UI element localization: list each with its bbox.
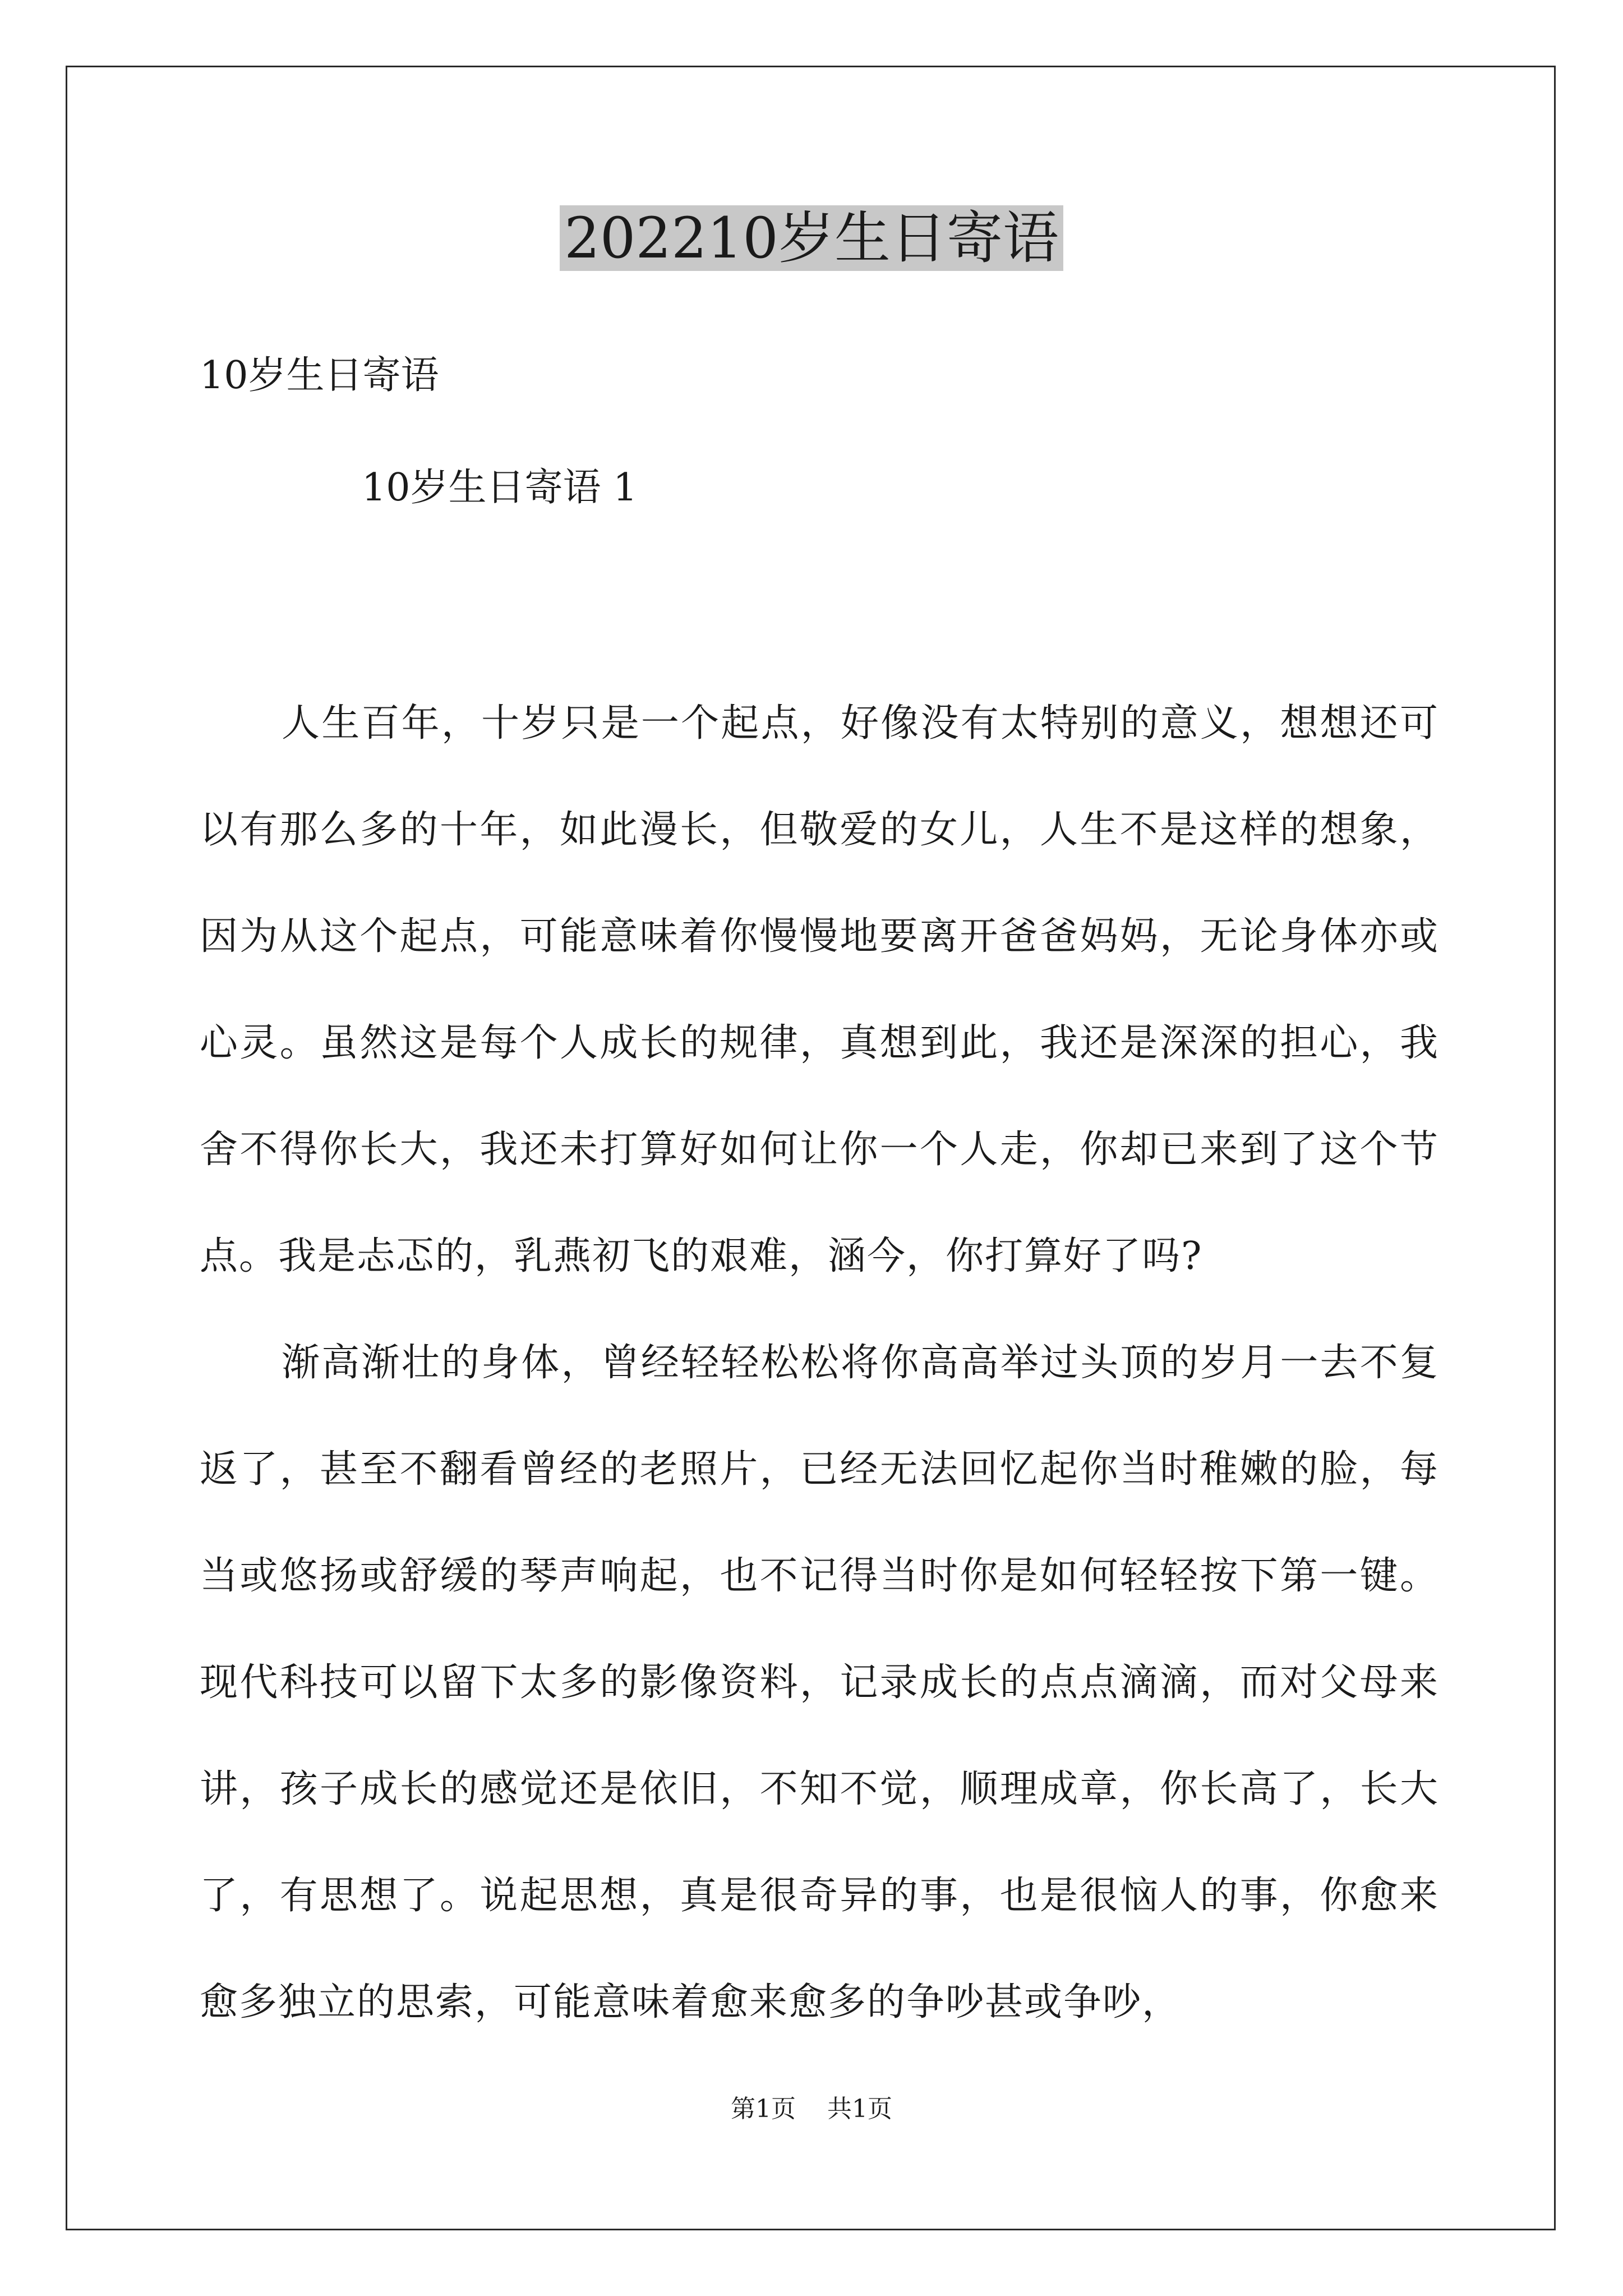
section-heading: 10岁生日寄语 1	[362, 466, 638, 510]
page-footer	[0, 2092, 1623, 2126]
document-subtitle: 10岁生日寄语	[200, 353, 439, 398]
document-title-text: 202210岁生日寄语	[560, 205, 1063, 271]
page-number: 第1页	[731, 2095, 796, 2123]
body-paragraph: 渐高渐壮的身体，曾经轻轻松松将你高高举过头顶的岁月一去不复返了，甚至不翻看曾经的老照片，已经无法回忆起你当时稚嫩的脸，每当或悠扬或舒缓的琴声响起，也不记得当时你是如何轻轻按下第一键。现代科技可以留下太多的影像资料，记录成长的点点滴滴，而对父母来讲，孩子成长的感觉还是依旧，不知不觉，顺理成章，你长高了，长大了，有思想了。说起思想，真是很奇异的事，也是很恼人的事，你愈来愈多独立的思索，可能意味着愈来愈多的争吵甚或争吵，	[200, 1341, 1439, 2024]
document-body	[200, 670, 1439, 2056]
document-title	[0, 199, 1623, 278]
page-total: 共1页	[827, 2095, 892, 2123]
body-paragraph: 人生百年，十岁只是一个起点，好像没有太特别的意义，想想还可以有那么多的十年，如此漫长，但敬爱的女儿，人生不是这样的想象，因为从这个起点，可能意味着你慢慢地要离开爸爸妈妈，无论身体亦或心灵。虽然这是每个人成长的规律，真想到此，我还是深深的担心，我舍不得你长大，我还未打算好如何让你一个人走，你却已来到了这个节点。我是忐忑的，乳燕初飞的艰难，涵今，你打算好了吗?	[200, 701, 1439, 1278]
